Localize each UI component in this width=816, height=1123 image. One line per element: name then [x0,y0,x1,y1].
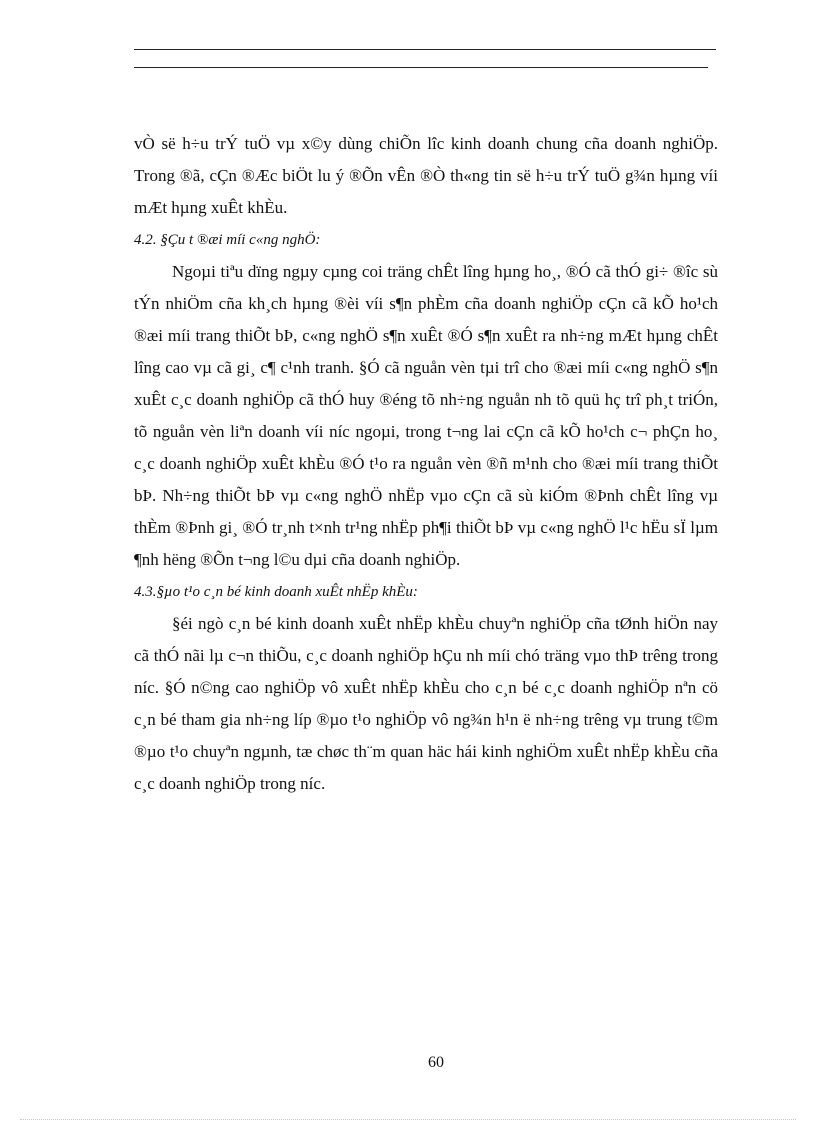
header-rule-top [134,49,716,50]
section-heading: 4.2. §Çu t ®æi míi c«ng nghÖ: [134,232,321,248]
header-rule-bottom [134,67,708,68]
paragraph: Ngoµi tiªu dïng ngµy cµng coi träng chÊt lîng hµng ho¸, ®Ó cã thÓ gi÷ ®îc sù tÝn nhiÖm cña kh¸ch hµng ®èi víi s¶n phÈm cña doanh nghiÖp cÇn cã kÕ ho¹ch ®æi míi trang thiÕt bÞ, c«ng nghÖ s¶n xuÊt ®Ó s¶n xuÊt ra nh÷ng mÆt hµng chÊt lîng cao vµ cã gi¸ c¶ c¹nh tranh. §Ó cã nguån vèn tµi trî cho ®æi míi c«ng nghÖ s¶n xuÊt c¸c doanh nghiÖp cã thÓ huy ®éng tõ nh÷ng nguån nh tõ quü hç trî ph¸t triÓn, tõ nguån vèn liªn doanh víi níc ngoµi, trong t¬ng lai cÇn cã kÕ ho¹ch c¬ phÇn ho¸ c¸c doanh nghiÖp xuÊt khÈu ®Ó t¹o ra nguån vèn ®ñ m¹nh cho ®æi míi trang thiÕt bÞ. Nh÷ng thiÕt bÞ vµ c«ng nghÖ nhËp vµo cÇn cã sù kiÓm ®Þnh chÊt lîng vµ thÈm ®Þnh gi¸ ®Ó tr¸nh t×nh tr¹ng nhËp ph¶i thiÕt bÞ vµ c«ng nghÖ l¹c hËu sÏ lµm ¶nh hëng ®Õn t¬ng l©u dµi cña doanh nghiÖp. [134,262,718,569]
paragraph: §éi ngò c¸n bé kinh doanh xuÊt nhËp khÈu chuyªn nghiÖp cña tØnh hiÖn nay cã thÓ nãi lµ c¬n thiÕu, c¸c doanh nghiÖp hÇu nh míi chó träng vµo thÞ trêng trong níc. §Ó n©ng cao nghiÖp vô xuÊt nhËp khÈu cho c¸n bé c¸c doanh nghiÖp nªn cö c¸n bé tham gia nh÷ng líp ®µo t¹o nghiÖp vô ng¾n h¹n ë nh÷ng trêng vµ trung t©m ®µo t¹o chuyªn ngµnh, tæ chøc th¨m quan häc hái kinh nghiÖm xuÊt nhËp khÈu cña c¸c doanh nghiÖp trong níc. [134,614,718,793]
document-body [134,128,718,800]
page-number: 60 [428,1054,444,1071]
section-heading: 4.3.§µo t¹o c¸n bé kinh doanh xuÊt nhËp khÈu: [134,584,418,600]
paragraph: vÒ së h÷u trÝ tuÖ vµ x©y dùng chiÕn lîc kinh doanh chung cña doanh nghiÖp. Trong ®ã, cÇn ®Æc biÖt lu ý ®Õn vÊn ®Ò th«ng tin së h÷u trÝ tuÖ g¾n hµng víi mÆt hµng xuÊt khÈu. [134,134,718,217]
footer-divider [20,1119,796,1120]
